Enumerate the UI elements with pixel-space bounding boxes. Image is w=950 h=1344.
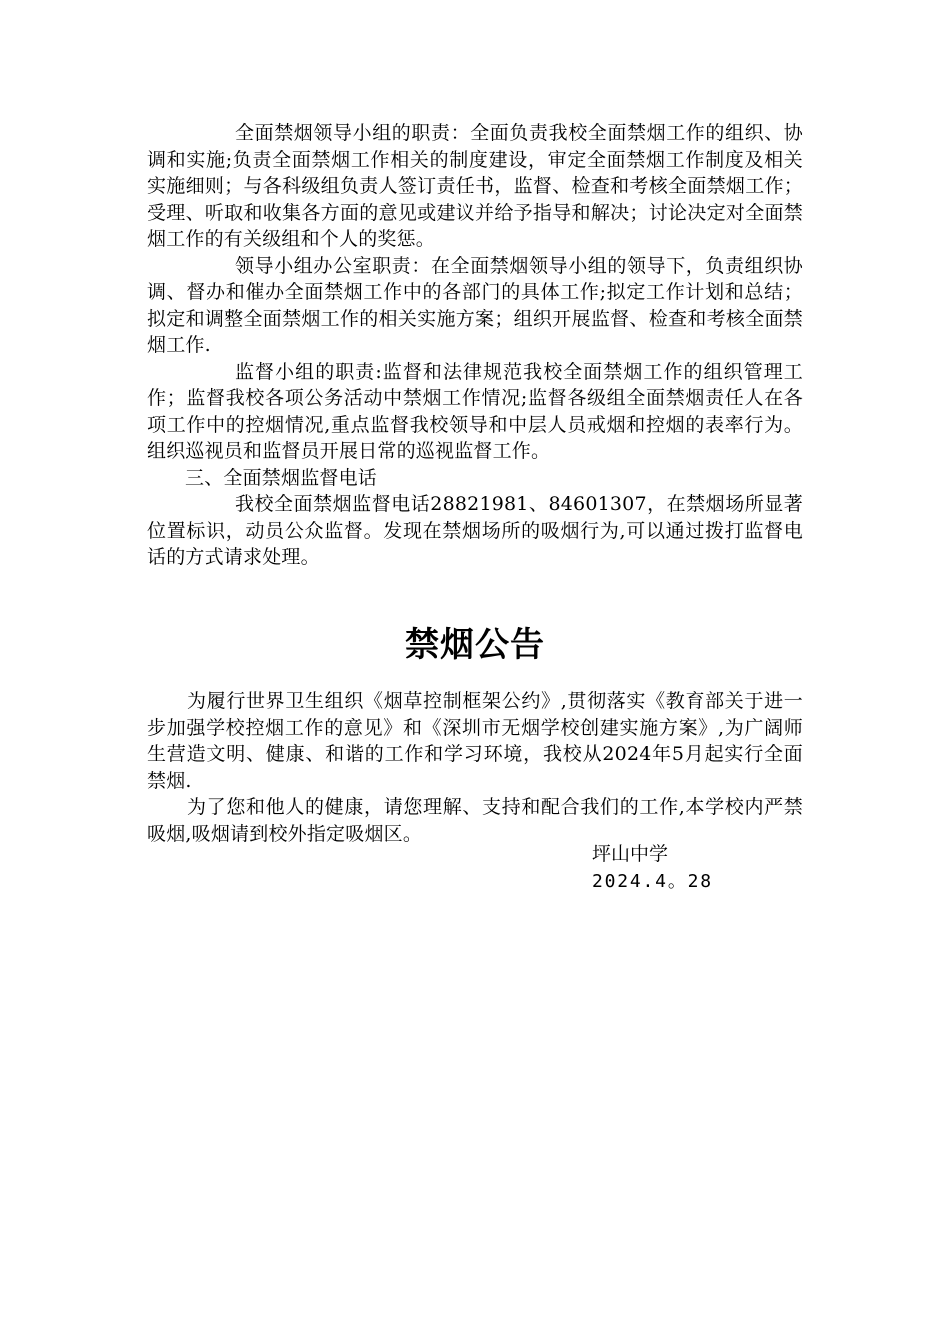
hotline-paragraph: 我校全面禁烟监督电话28821981、84601307，在禁烟场所显著位置标识，动员公众监督。发现在禁烟场所的吸烟行为,可以通过拨打监督电话的方式请求处理。 (147, 493, 803, 568)
responsibilities-section (147, 120, 803, 571)
office-duties-paragraph: 领导小组办公室职责：在全面禁烟领导小组的领导下，负责组织协调、督办和催办全面禁烟工作中的各部门的具体工作;拟定工作计划和总结；拟定和调整全面禁烟工作的相关实施方案；组织开展监督、检查和考核全面禁烟工作. (147, 254, 803, 356)
supervision-group-duties-paragraph: 监督小组的职责:监督和法律规范我校全面禁烟工作的组织管理工作；监督我校各项公务活动中禁烟工作情况;监督各级组全面禁烟责任人在各项工作中的控烟情况,重点监督我校领导和中层人员戒烟和控烟的表率行为。组织巡视员和监督员开展日常的巡视监督工作。 (147, 360, 803, 462)
signature-block (592, 840, 713, 896)
notice-paragraph-policy: 为履行世界卫生组织《烟草控制框架公约》,贯彻落实《教育部关于进一步加强学校控烟工作的意见》和《深圳市无烟学校创建实施方案》,为广阔师生营造文明、健康、和谐的工作和学习环境，我校从2024年5月起实行全面禁烟. (147, 690, 803, 792)
leading-group-duties-paragraph: 全面禁烟领导小组的职责：全面负责我校全面禁烟工作的组织、协调和实施;负责全面禁烟工作相关的制度建设，审定全面禁烟工作制度及相关实施细则；与各科级组负责人签订责任书，监督、检查和考核全面禁烟工作；受理、听取和收集各方面的意见或建议并给予指导和解决；讨论决定对全面禁烟工作的有关级组和个人的奖惩。 (147, 122, 803, 250)
notice-body (147, 688, 803, 847)
section-heading-hotline: 三、全面禁烟监督电话 (185, 466, 378, 489)
notice-paragraph-request: 为了您和他人的健康，请您理解、支持和配合我们的工作,本学校内严禁吸烟,吸烟请到校外指定吸烟区。 (147, 796, 803, 845)
school-name: 坪山中学 (592, 843, 669, 865)
notice-date: 2024.4。28 (592, 871, 713, 892)
notice-title: 禁烟公告 (405, 625, 545, 665)
